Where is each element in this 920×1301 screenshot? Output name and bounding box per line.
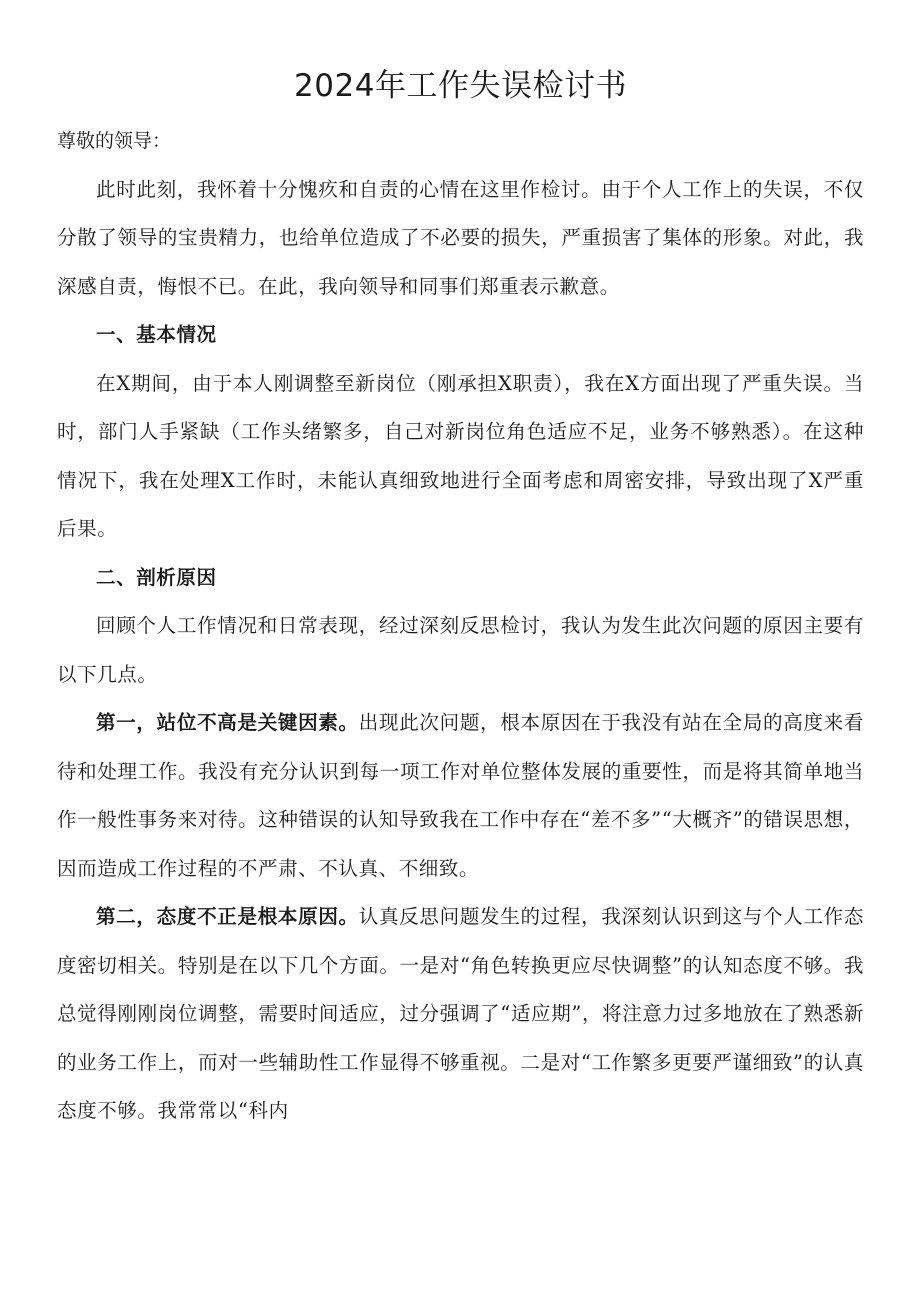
document-title: 2024年工作失误检讨书 [294, 68, 627, 104]
salutation: 尊敬的领导： [57, 130, 172, 152]
point-2-paragraph [57, 893, 864, 1136]
point-2-text: 认真反思问题发生的过程，我深刻认识到这与个人工作态度密切相关。特别是在以下几个方面。一是对“角色转换更应尽快调整”的认知态度不够。我总觉得刚刚岗位调整，需要时间适应，过分强调了“适应期”，将注意力过多地放在了熟悉新的业务工作上，而对一些辅助性工作显得不够重视。二是对“工作繁多更要严谨细致”的认真态度不够。我常常以“科内 [57, 905, 864, 1122]
section-1-heading: 一、基本情况 [96, 323, 217, 346]
point-2-lead: 第二，态度不正是根本原因。 [96, 905, 359, 928]
section-1-body: 在X期间，由于本人刚调整至新岗位（刚承担X职责），我在X方面出现了严重失误。当时，部门人手紧缺（工作头绪繁多，自己对新岗位角色适应不足，业务不够熟悉）。在这种情况下，我在处理X工作时，未能认真细致地进行全面考虑和周密安排，导致出现了X严重后果。 [57, 371, 864, 540]
intro-paragraph: 此时此刻，我怀着十分愧疚和自责的心情在这里作检讨。由于个人工作上的失误，不仅分散了领导的宝贵精力，也给单位造成了不必要的损失，严重损害了集体的形象。对此，我深感自责，悔恨不已。在此，我向领导和同事们郑重表示歉意。 [57, 177, 864, 298]
section-2-body: 回顾个人工作情况和日常表现，经过深刻反思检讨，我认为发生此次问题的原因主要有以下几点。 [57, 614, 864, 686]
section-2-heading: 二、剖析原因 [96, 565, 217, 589]
point-1-text: 出现此次问题，根本原因在于我没有站在全局的高度来看待和处理工作。我没有充分认识到每一项工作对单位整体发展的重要性，而是将其简单地当作一般性事务来对待。这种错误的认知导致我在工作中存在“差不多”“大概齐”的错误思想，因而造成工作过程的不严肃、不认真、不细致。 [57, 711, 864, 880]
point-1-paragraph [57, 699, 864, 893]
point-1-lead: 第一，站位不高是关键因素。 [96, 711, 359, 734]
